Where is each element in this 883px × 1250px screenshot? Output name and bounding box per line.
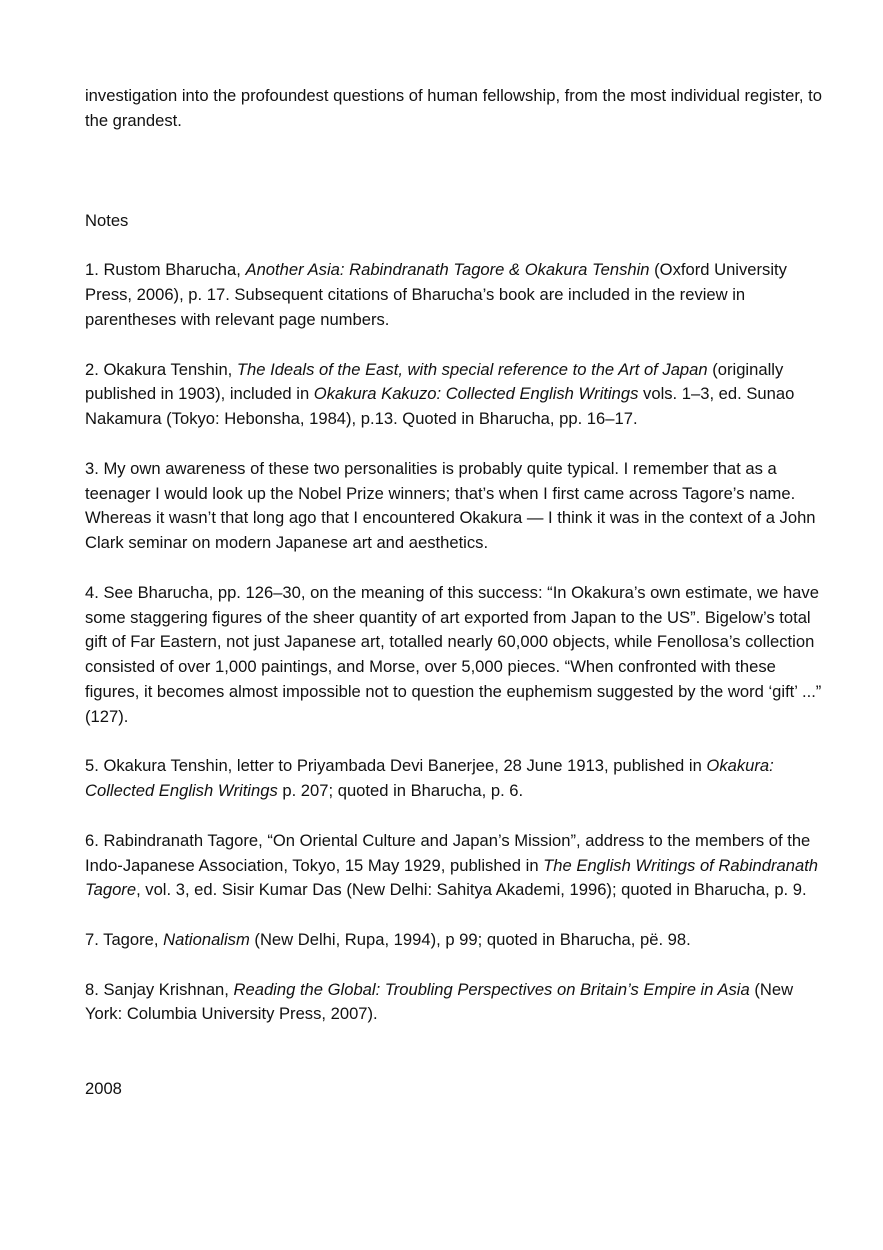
note-title-italic: Reading the Global: Troubling Perspectives on Britain’s Empire in Asia (233, 979, 750, 999)
note-title-italic: Okakura Kakuzo: Collected English Writings (313, 384, 639, 404)
notes-list (85, 258, 825, 1027)
note-title-italic: The Ideals of the East, with special reference to the Art of Japan (236, 359, 708, 379)
note-title-italic: Nationalism (163, 929, 250, 949)
note-text: , vol. 3, ed. Sisir Kumar Das (New Delhi: Sahitya Akademi, 1996); quoted in Bharucha, p. 9. (136, 880, 807, 900)
notes-heading: Notes (85, 210, 129, 230)
note-item-3 (85, 457, 825, 556)
note-text: (New York: Columbia University Press, 2007). (85, 979, 794, 1024)
note-text: 2. Okakura Tenshin, (85, 359, 237, 379)
note-item-1 (85, 258, 825, 332)
note-text: 4. See Bharucha, pp. 126–30, on the meaning of this success: “In Okakura’s own estimate, we have some staggering figures of the sheer quantity of art exported from Japan to the US”. Bigelow’s total gift of Far Eastern, not just Japanese art, totalled nearly 60,000 objects, while Fenollosa’s collection consisted of over 1,000 paintings, and Morse, over 5,000 pieces. “When confronted with these figures, it becomes almost impossible not to question the euphemism suggested by the word ‘gift’ ...” (127). (85, 582, 822, 726)
note-text: p. 207; quoted in Bharucha, p. 6. (277, 781, 524, 801)
note-text: 5. Okakura Tenshin, letter to Priyambada Devi Banerjee, 28 June 1913, published in (85, 756, 707, 776)
note-text: 1. Rustom Bharucha, (85, 260, 246, 280)
document-page (85, 84, 825, 1102)
note-item-2 (85, 358, 825, 432)
note-item-6 (85, 829, 825, 903)
note-text: 6. Rabindranath Tagore, “On Oriental Culture and Japan’s Mission”, address to the members of the Indo-Japanese Association, Tokyo, 15 May 1929, published in (85, 830, 811, 875)
note-item-7 (85, 928, 825, 953)
note-text: (New Delhi, Rupa, 1994), p 99; quoted in Bharucha, pë. 98. (249, 929, 691, 949)
note-item-8 (85, 978, 825, 1028)
note-text: 3. My own awareness of these two personalities is probably quite typical. I remember that as a teenager I would look up the Nobel Prize winners; that’s when I first came across Tagore’s name. Whereas it wasn’t that long ago that I encountered Okakura — I think it was in the context of a John Clark seminar on modern Japanese art and aesthetics. (85, 458, 816, 553)
note-text: 7. Tagore, (85, 929, 164, 949)
note-text: vols. 1–3, ed. Sunao Nakamura (Tokyo: Hebonsha, 1984), p.13. Quoted in Bharucha, pp. 16–17. (85, 384, 795, 429)
note-item-4 (85, 581, 825, 730)
note-title-italic: Another Asia: Rabindranath Tagore & Okakura Tenshin (245, 260, 650, 280)
year-label: 2008 (85, 1079, 122, 1099)
intro-paragraph: investigation into the profoundest questions of human fellowship, from the most individual register, to the grandest. (85, 86, 822, 130)
note-item-5 (85, 754, 825, 804)
note-text: (originally published in 1903), included in (85, 359, 784, 404)
note-title-italic: The English Writings of Rabindranath Tagore (85, 855, 819, 900)
note-title-italic: Okakura: Collected English Writings (85, 756, 774, 801)
note-text: 8. Sanjay Krishnan, (85, 979, 234, 999)
note-text: (Oxford University Press, 2006), p. 17. Subsequent citations of Bharucha’s book are included in the review in parentheses with relevant page numbers. (85, 260, 787, 329)
